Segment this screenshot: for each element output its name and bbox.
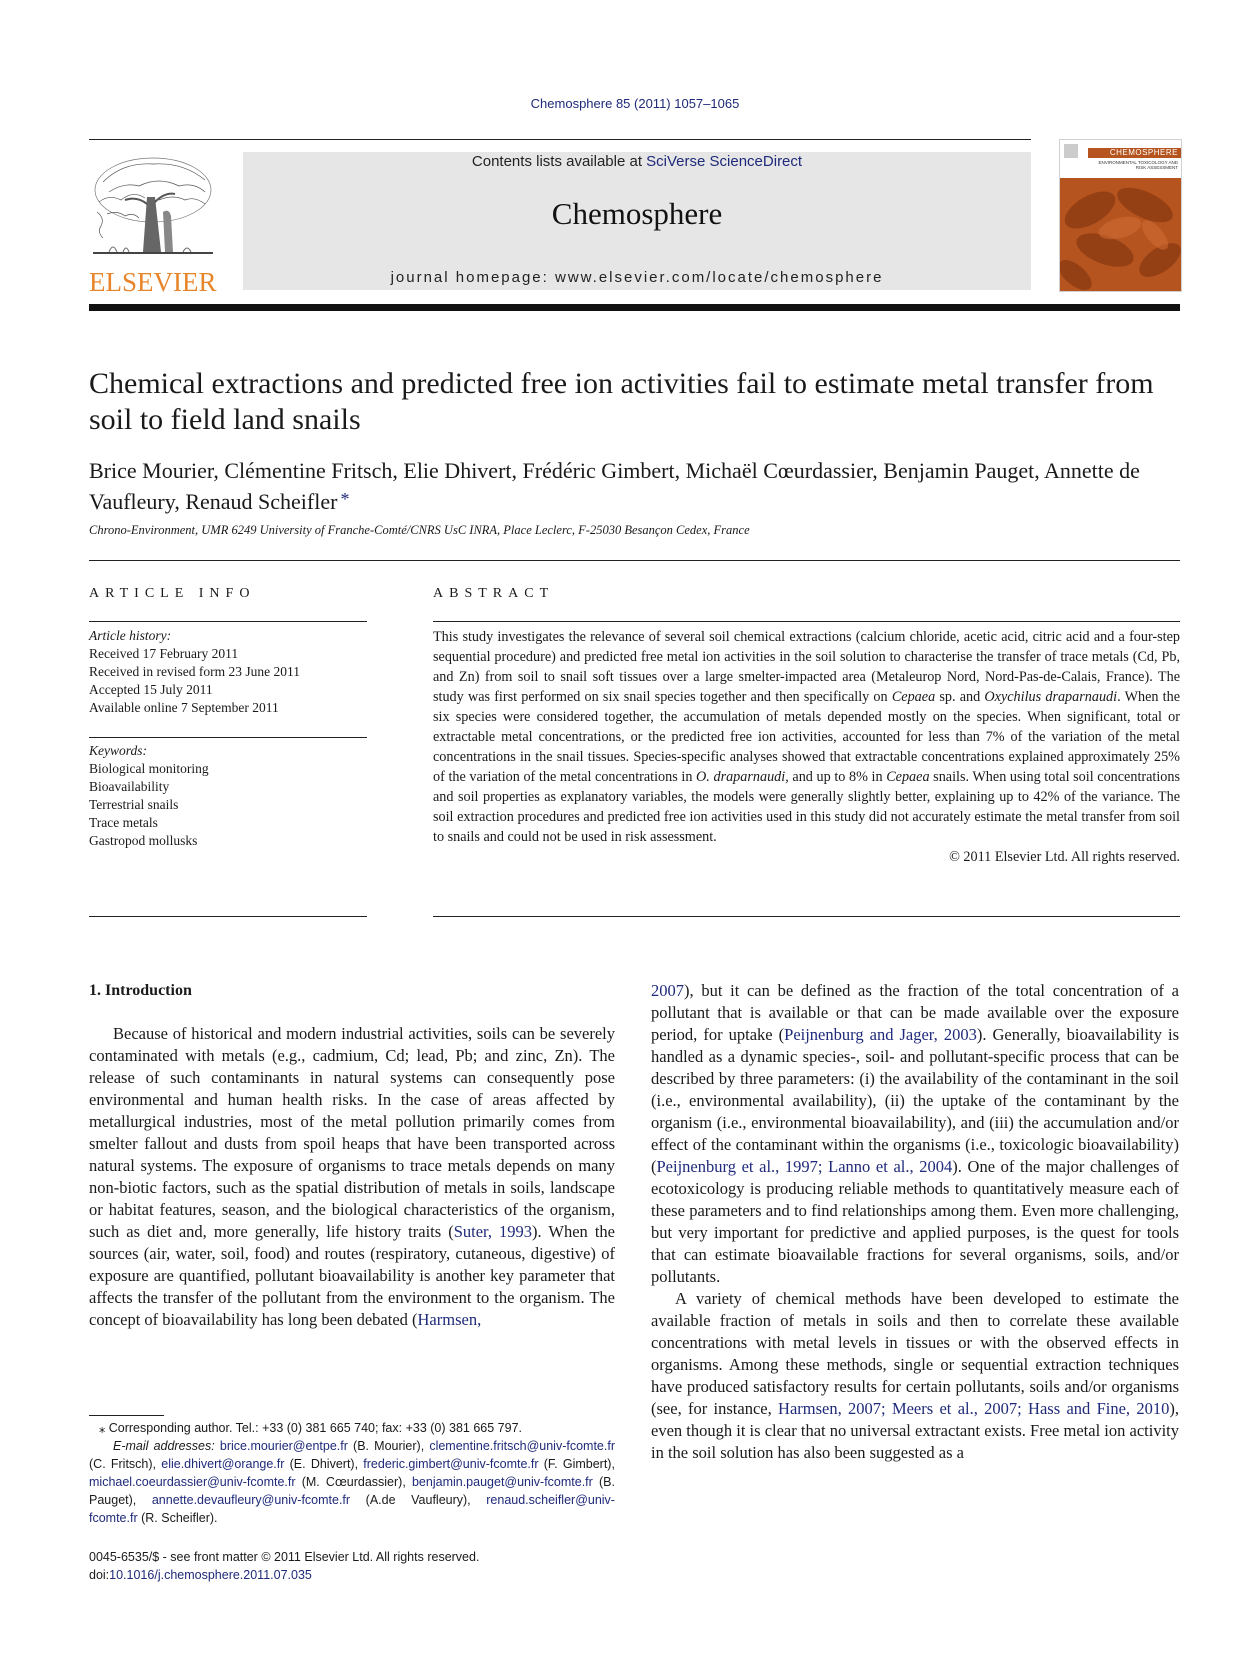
species-name: Oxychilus draparnaudi bbox=[984, 689, 1118, 705]
article-info-heading: ARTICLE INFO bbox=[89, 586, 256, 601]
doi-link[interactable]: 10.1016/j.chemosphere.2011.07.035 bbox=[109, 1568, 312, 1582]
email-owner: (B. Pauget), bbox=[89, 1475, 615, 1507]
cover-publisher-icon bbox=[1064, 144, 1078, 158]
abstract-segment: . When the six species were considered together, the accumulation of metals depended mostly on the species. When significant, total or extractable metal concentrations, or the predicted free ion activities, accounted for less than 7% of the variation of the metal concentrations in the snail tissues. Species-specific analyses showed that extractable concentrations explained approximately 25% of the variation of the metal concentrations in bbox=[433, 689, 1180, 785]
species-name: O. draparnaudi bbox=[696, 769, 786, 785]
contents-prefix: Contents lists available at bbox=[471, 153, 647, 170]
abstract-segment: , and up to 8% in bbox=[785, 769, 887, 785]
paragraph-text: ). Generally, bioavailability is handled as a dynamic species-, soil- and pollutant-specific process that can be described by three parameters: (i) the availability of the contaminant in the soil (i.e., environmental availability), (ii) the uptake of the contaminant by the organism (i.e., environmental bioavailability), and (iii) the accumulation and/or effect of the contaminant within the organisms (i.e., toxicologic bioavailability) ( bbox=[651, 1025, 1180, 1176]
section-rule bbox=[89, 560, 1180, 561]
email-link[interactable]: clementine.fritsch@univ-fcomte.fr bbox=[429, 1439, 615, 1453]
keyword-item: Bioavailability bbox=[89, 779, 170, 794]
citation-link[interactable]: Suter, 1993 bbox=[453, 1222, 533, 1241]
corresponding-author-note bbox=[89, 1419, 615, 1437]
email-link[interactable]: annette.devaufleury@univ-fcomte.fr bbox=[151, 1493, 351, 1507]
keyword-item: Biological monitoring bbox=[89, 761, 209, 776]
email-owner: (M. Cœurdassier), bbox=[301, 1475, 406, 1489]
keywords bbox=[89, 742, 209, 850]
emails-label: E-mail addresses: bbox=[113, 1439, 215, 1453]
history-item: Accepted 15 July 2011 bbox=[89, 682, 213, 697]
article-title: Chemical extractions and predicted free ion activities fail to estimate metal transfer from soil to field land snails bbox=[89, 367, 1154, 436]
email-owner: (A.de Vaufleury), bbox=[365, 1493, 471, 1507]
abstract-rule bbox=[433, 621, 1180, 622]
keywords-label: Keywords: bbox=[89, 743, 147, 758]
footnote bbox=[89, 1419, 615, 1527]
corresponding-author-text: Corresponding author. Tel.: +33 (0) 381 665 740; fax: +33 (0) 381 665 797. bbox=[108, 1421, 522, 1435]
body-column-right bbox=[651, 980, 1179, 1464]
species-name: Cepaea bbox=[891, 689, 936, 705]
abstract-segment: sp. and bbox=[935, 689, 985, 705]
elsevier-logo[interactable] bbox=[89, 152, 217, 297]
keyword-item: Terrestrial snails bbox=[89, 797, 179, 812]
abstract-rule bbox=[433, 916, 1180, 917]
email-owner: (R. Scheifler). bbox=[141, 1511, 218, 1525]
header-rule bbox=[89, 139, 1031, 140]
journal-reference[interactable]: Chemosphere 85 (2011) 1057–1065 bbox=[530, 96, 740, 111]
article-history bbox=[89, 627, 300, 717]
paragraph bbox=[89, 1023, 615, 1331]
cover-journal-name: CHEMOSPHERE bbox=[1109, 148, 1178, 157]
email-link[interactable]: elie.dhivert@orange.fr bbox=[161, 1457, 285, 1471]
header-thick-rule bbox=[89, 304, 1180, 311]
citation-link[interactable]: Harmsen, bbox=[417, 1310, 482, 1329]
issn-doi-block bbox=[89, 1548, 479, 1584]
email-owner: (E. Dhivert), bbox=[289, 1457, 359, 1471]
abstract-segment: This study investigates the relevance of several soil chemical extractions (calcium chloride, acetic acid, citric acid and a four-step sequential procedure) and predicted free metal ion activities in the soil solution to characterise the transfer of trace metals (Cd, Pb, and Zn) from soil to snail soft tissues over a large smelter-impacted area (Metaleurop Nord, Nord-Pas-de-Calais, France). The study was first performed on six snail species together and then specifically on bbox=[433, 629, 1180, 705]
email-owner: (B. Mourier), bbox=[353, 1439, 425, 1453]
journal-cover-thumbnail[interactable] bbox=[1059, 139, 1182, 292]
abstract-segment: snails. When using total soil concentrations and soil properties as explanatory variables, the models were generally slightly better, explaining up to 42% of the variance. The soil extraction procedures and predicted free ion activities used in this study did not accurately estimate the metal transfer from soil to snails and could not be used in risk assessment. bbox=[433, 769, 1180, 845]
history-item: Available online 7 September 2011 bbox=[89, 700, 279, 715]
journal-title: Chemosphere bbox=[551, 196, 723, 231]
footnote-star: ⁎ bbox=[99, 1421, 106, 1435]
keyword-item: Gastropod mollusks bbox=[89, 833, 198, 848]
article-info-rule bbox=[89, 916, 367, 917]
email-link[interactable]: benjamin.pauget@univ-fcomte.fr bbox=[411, 1475, 593, 1489]
section-heading-introduction: 1. Introduction bbox=[89, 982, 192, 999]
body-column-left bbox=[89, 1023, 615, 1331]
history-item: Received in revised form 23 June 2011 bbox=[89, 664, 300, 679]
issn-line: 0045-6535/$ - see front matter © 2011 Elsevier Ltd. All rights reserved. bbox=[89, 1550, 480, 1564]
corresponding-author-mark[interactable]: * bbox=[340, 489, 350, 509]
sciencedirect-link[interactable]: SciVerse ScienceDirect bbox=[646, 153, 803, 170]
abstract-body bbox=[433, 627, 1180, 867]
email-link[interactable]: brice.mourier@entpe.fr bbox=[219, 1439, 348, 1453]
citation-link[interactable]: 2007 bbox=[651, 981, 684, 1000]
affiliation: Chrono-Environment, UMR 6249 University of Franche-Comté/CNRS UsC INRA, Place Leclerc, F-25030 Besançon Cedex, France bbox=[89, 523, 750, 537]
paragraph-text: ). One of the major challenges of ecotoxicology is producing reliable methods to quantitatively measure each of these parameters and to find relationships among them. Even more challenging, but very important for predictive and applied purposes, is the quest for tools that can estimate bioavailable fractions for several organisms, soils, and/or pollutants. bbox=[651, 1157, 1179, 1286]
email-link[interactable]: renaud.scheifler@univ-fcomte.fr bbox=[89, 1493, 615, 1525]
species-name: Cepaea bbox=[886, 769, 930, 785]
abstract-text bbox=[433, 627, 1180, 847]
paragraph bbox=[651, 980, 1179, 1288]
authors-text: Brice Mourier, Clémentine Fritsch, Elie Dhivert, Frédéric Gimbert, Michaël Cœurdassier, Benjamin Pauget, Annette de Vaufleury, Renaud Scheifler bbox=[89, 458, 1140, 514]
citation-link[interactable]: Peijnenburg and Jager, 2003 bbox=[784, 1025, 977, 1044]
elsevier-wordmark: ELSEVIER bbox=[89, 267, 217, 297]
paragraph-text: ), even though it is clear that no universal extractant exists. Free metal ion activity in the soil solution has also been suggested as a bbox=[651, 1399, 1179, 1462]
email-owner: (F. Gimbert), bbox=[543, 1457, 615, 1471]
cover-header bbox=[1060, 140, 1181, 178]
paragraph-text: ), but it can be defined as the fraction of the total concentration of a pollutant that is available or that can be made available over the exposure period, for uptake ( bbox=[651, 981, 1179, 1044]
history-label: Article history: bbox=[89, 628, 172, 643]
paragraph bbox=[651, 1288, 1179, 1464]
footnote-rule bbox=[89, 1415, 164, 1416]
journal-banner bbox=[243, 152, 1031, 290]
elsevier-tree-icon bbox=[89, 152, 217, 262]
author-list bbox=[89, 456, 1189, 516]
article-info-rule bbox=[89, 737, 367, 738]
email-link[interactable]: frederic.gimbert@univ-fcomte.fr bbox=[363, 1457, 539, 1471]
journal-homepage-link[interactable]: journal homepage: www.elsevier.com/locate/chemosphere bbox=[390, 269, 884, 286]
cover-subtitle: ENVIRONMENTAL TOXICOLOGY AND RISK ASSESSMENT bbox=[1098, 160, 1178, 170]
citation-link[interactable]: Harmsen, 2007; Meers et al., 2007; Hass and Fine, 2010 bbox=[778, 1399, 1170, 1418]
paragraph-text: A variety of chemical methods have been developed to estimate the available fraction of metals in soils and then to correlate these available concentrations with metal levels in tissues or with the observed effects in organisms. Among these methods, single or sequential extraction techniques have produced satisfactory results for certain pollutants, soils and/or organisms (see, for instance, bbox=[651, 1289, 1179, 1418]
abstract-copyright: © 2011 Elsevier Ltd. All rights reserved. bbox=[949, 849, 1180, 865]
article-info-rule bbox=[89, 621, 367, 622]
doi-prefix: doi: bbox=[89, 1568, 110, 1582]
history-item: Received 17 February 2011 bbox=[89, 646, 239, 661]
email-addresses bbox=[89, 1437, 615, 1527]
citation-link[interactable]: Peijnenburg et al., 1997; Lanno et al., 2004 bbox=[656, 1157, 953, 1176]
doi-line bbox=[89, 1566, 479, 1584]
email-owner: (C. Fritsch), bbox=[89, 1457, 157, 1471]
keyword-item: Trace metals bbox=[89, 815, 158, 830]
paragraph-text: ). When the sources (air, water, soil, food) and routes (respiratory, cutaneous, digestive) of exposure are quantified, pollutant bioavailability is another key parameter that affects the transfer of the pollutant from the environment to the organism. The concept of bioavailability has long been debated ( bbox=[89, 1222, 616, 1329]
paragraph-text: Because of historical and modern industrial activities, soils can be severely contaminated with metals (e.g., cadmium, Cd; lead, Pb; and zinc, Zn). The release of such contaminants in natural systems can consequently pose environmental and human health risks. In the case of areas affected by metallurgical industries, most of the metal pollution primarily comes from smelter fallout and dusts from spoil heaps that have been transported across natural systems. The exposure of organisms to trace metals depends on many non-biotic factors, such as the spatial distribution of metals in soils, landscape or habitat features, season, and the biological characteristics of the organism, such as diet and, more generally, life history traits ( bbox=[89, 1024, 615, 1241]
contents-line bbox=[243, 152, 1031, 172]
abstract-heading: ABSTRACT bbox=[433, 586, 555, 601]
email-link[interactable]: michael.coeurdassier@univ-fcomte.fr bbox=[89, 1475, 296, 1489]
